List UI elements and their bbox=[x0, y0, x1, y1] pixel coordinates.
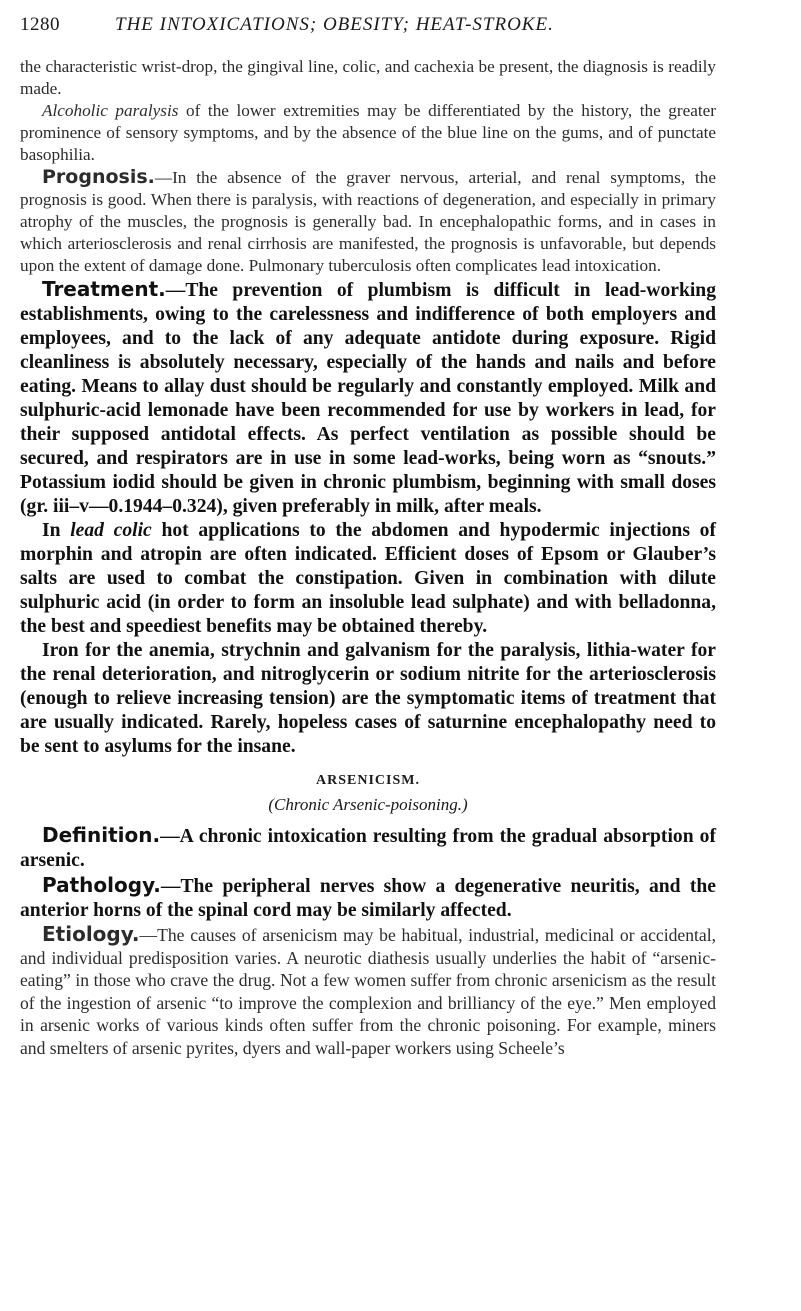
page-number: 1280 bbox=[20, 14, 60, 35]
heading-prognosis: Prognosis. bbox=[42, 166, 155, 188]
paragraph-definition: Definition.—A chronic intoxication resulting from the gradual absorption of arsenic. bbox=[20, 823, 716, 871]
paragraph-treatment: Treatment.—The prevention of plumbism is difficult in lead-working establishments, owing to the carelessness and indifference of both employers and employees, and to the lack of any adequate antidote during exposure. Rigid cleanliness is absolutely necessary, especially of the hands and nails and before eating. Means to allay dust should be regularly and constantly employed. Milk and sulphuric-acid lemonade have been recommended for use by workers in lead, for their supposed antidotal effects. As perfect ventilation as possible should be secured, and respirators are in use in some lead-works, being worn as “snouts.” Potassium iodid should be given in chronic plumbism, beginning with small doses (gr. iii–v—0.1944–0.324), given preferably in milk, after meals. bbox=[20, 277, 716, 517]
paragraph-prognosis: Prognosis.—In the absence of the graver nervous, arterial, and renal symptoms, the prognosis is good. When there is paralysis, with reactions of degeneration, and especially in primary atrophy of the muscles, the prognosis is generally bad. In encephalopathic forms, and in cases in which arteriosclerosis and renal cirrhosis are manifested, the prognosis is unfavorable, but depends upon the extent of damage done. Pulmonary tuberculosis often complicates lead intoxication. bbox=[20, 166, 716, 275]
paragraph-alcoholic-paralysis: Alcoholic paralysis of the lower extremities may be differentiated by the history, the greater prominence of sensory symptoms, and by the absence of the blue line on the gums, and of punctate basophilia. bbox=[20, 101, 716, 164]
heading-definition: Definition. bbox=[42, 823, 161, 847]
paragraph-etiology: Etiology.—The causes of arsenicism may be habitual, industrial, medicinal or accidental, and individual predisposition varies. A neurotic diathesis usually underlies the habit of “arsenic-eating” in those who crave the drug. Not a few women suffer from chronic arsenicism as the result of the ingestion of arsenic “to improve the complexion and brilliancy of the eye.” Men employed in arsenic works of various kinds often suffer from the chronic poisoning. For example, miners and smelters of arsenic pyrites, dyers and wall-paper workers using Scheele’s bbox=[20, 922, 716, 1058]
page-body bbox=[20, 56, 716, 1059]
section-title: ARSENICISM. bbox=[316, 773, 420, 788]
section-subtitle: (Chronic Arsenic-poisoning.) bbox=[268, 795, 468, 814]
heading-treatment: Treatment. bbox=[42, 277, 166, 301]
heading-etiology: Etiology. bbox=[42, 922, 140, 946]
running-head: THE INTOXICATIONS; OBESITY; HEAT-STROKE. bbox=[115, 14, 554, 35]
heading-pathology: Pathology. bbox=[42, 873, 161, 897]
paragraph-symptomatic-treatment: Iron for the anemia, strychnin and galvanism for the paralysis, lithia-water for the renal deterioration, and nitroglycerin or sodium nitrite for the arteriosclerosis (enough to relieve increasing tension) are the symptomatic items of treatment that are usually indicated. Rarely, hopeless cases of saturnine encephalopathy need to be sent to asylums for the insane. bbox=[20, 640, 716, 757]
paragraph-continuation: the characteristic wrist-drop, the gingival line, colic, and cachexia be present, the diagnosis is readily made. bbox=[20, 57, 716, 98]
paragraph-pathology: Pathology.—The peripheral nerves show a degenerative neuritis, and the anterior horns of the spinal cord may be similarly affected. bbox=[20, 873, 716, 921]
paragraph-lead-colic: In lead colic hot applications to the abdomen and hypodermic injections of morphin and atropin are often indicated. Efficient doses of Epsom or Glauber’s salts are used to combat the constipation. Given in combination with dilute sulphuric acid (in order to form an insoluble lead sulphate) and with belladonna, the best and speediest benefits may be obtained thereby. bbox=[20, 520, 716, 637]
